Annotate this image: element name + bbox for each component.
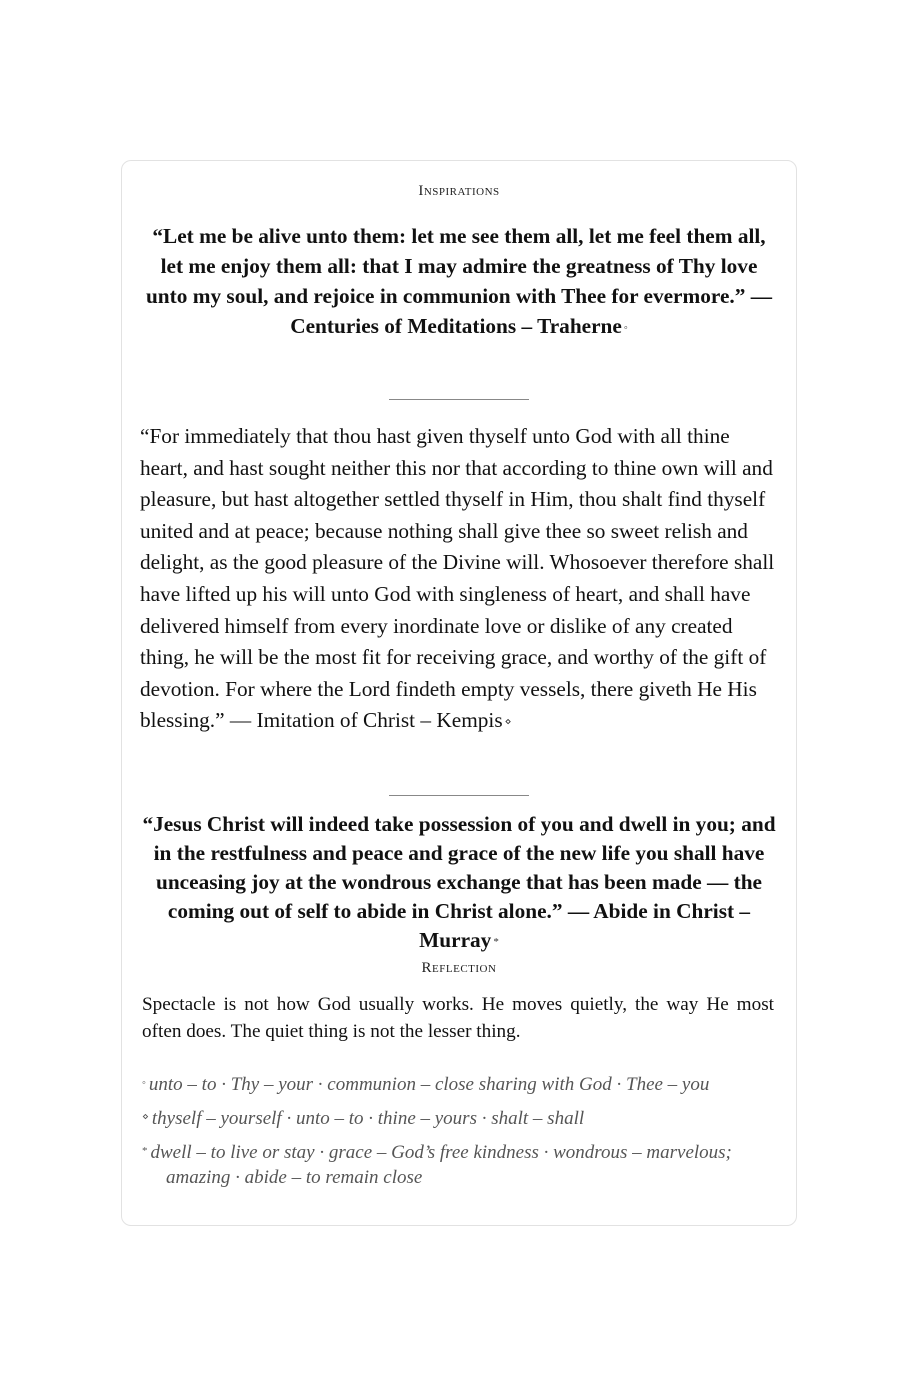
section-heading: Inspirations	[418, 183, 500, 199]
glossary-text: thyself – yourself · unto – to · thine – yours · shalt – shall	[151, 1108, 585, 1129]
quote-attribution	[144, 311, 774, 343]
glossary	[142, 1071, 766, 1198]
divider-rule	[389, 795, 529, 796]
quote-text: “Jesus Christ will indeed take possession of you and dwell in you; and in the restfulness and peace and grace of the new life you shall have unceasing joy at the wondrous exchange that has been made — the coming out of self to abide in Christ alone.” — Abide in Christ – Murray	[142, 812, 776, 952]
glossary-mark: ⋄	[142, 1111, 149, 1123]
glossary-entry	[142, 1139, 766, 1190]
glossary-mark: *	[142, 1145, 148, 1157]
quote-text: “Let me be alive unto them: let me see them all, let me feel them all, let me enjoy them all: that I may admire the greatness of Thy love unto my soul, and rejoice in communion with Thee for evermore.” —	[145, 224, 773, 308]
attribution-text: Centuries of Meditations – Traherne	[290, 314, 622, 338]
glossary-entry	[142, 1105, 766, 1131]
reflection-heading: Reflection	[421, 960, 497, 976]
divider-rule	[389, 399, 529, 400]
quote-kempis	[140, 421, 776, 739]
quote-text: “For immediately that thou hast given thyself unto God with all thine heart, and hast sought neither this nor that according to thine own will and pleasure, but hast altogether settled thyself in Him, thou shalt find thyself united and at peace; because nothing shall give thee so sweet relish and delight, as the good pleasure of the Divine will. Whosoever therefore shall have lifted up his will unto God with singleness of heart, and shall have delivered himself from every inordinate love or dislike of any created thing, he will be the most fit for receiving grace, and worthy of the gift of devotion. For where the Lord findeth empty vessels, there giveth He His blessing.” — Imitation of Christ – Kempis	[140, 424, 775, 733]
quote-traherne	[144, 221, 774, 343]
reflection-text: Spectacle is not how God usually works. He moves quietly, the way He most often does. The quiet thing is not the lesser thing.	[142, 994, 774, 1042]
glossary-text: unto – to · Thy – your · communion – close sharing with God · Thee – you	[148, 1074, 710, 1095]
devotional-card	[121, 160, 797, 1226]
quote-murray	[142, 810, 776, 957]
footnote-mark-circle: ◦	[623, 322, 628, 334]
glossary-text: dwell – to live or stay · grace – God’s free kindness · wondrous – marvelous; amazing · abide – to remain close	[150, 1142, 732, 1188]
footnote-mark-asterisk: *	[493, 936, 499, 948]
glossary-entry	[142, 1071, 766, 1097]
footnote-mark-diamond: ⋄	[504, 716, 512, 729]
glossary-mark: ◦	[142, 1077, 146, 1089]
